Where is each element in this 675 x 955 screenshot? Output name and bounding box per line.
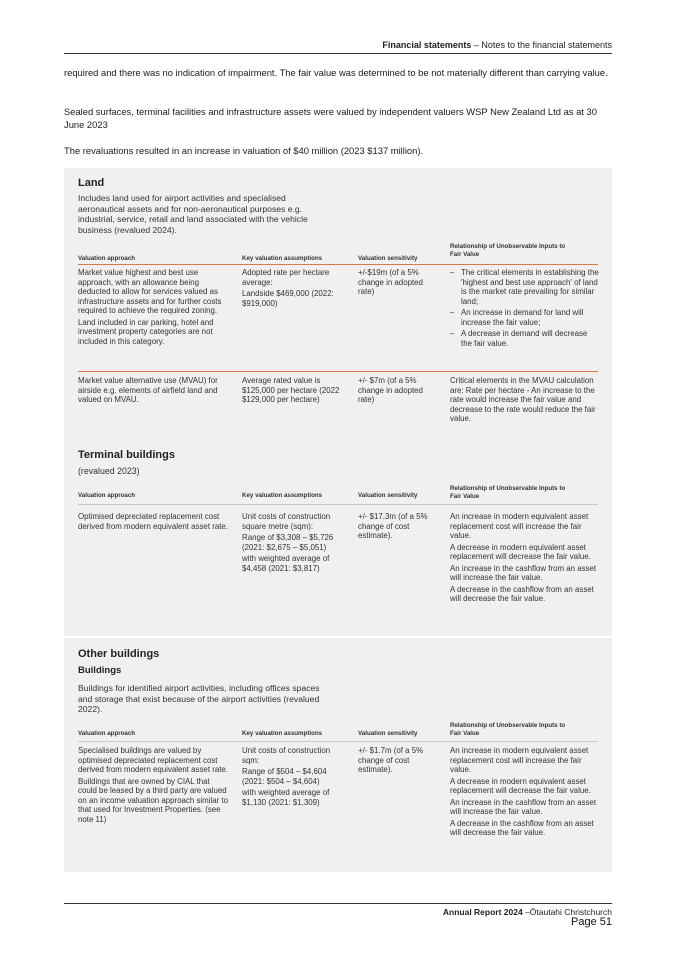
land-description: Includes land used for airport activities and specialised aeronautical assets and for non-aeronautical purposes e.g. industrial, service, retail and land associated with the vehicle business (revalued 2024). [78, 193, 308, 235]
terminal-relationship-item: An increase in the cashflow from an asset will increase the fair value. [450, 563, 597, 582]
page-header [64, 40, 612, 50]
col-header-sensitivity: Valuation sensitivity [358, 492, 418, 499]
header-section: Financial statements [382, 40, 472, 50]
terminal-row-relationship [450, 512, 600, 606]
other-row-sensitivity: +/- $1.7m (of a 5% change of cost estimate). [358, 746, 424, 774]
col-header-assumptions: Key valuation assumptions [242, 492, 323, 499]
terminal-relationship-item: A decrease in the cashflow from an asset will decrease the fair value. [450, 584, 594, 603]
land-row2-relationship: Critical elements in the MVAU calculation are: Rate per hectare - An increase to the rate would increase the fair value and decrease to the rate would reduce the fair value. [450, 376, 596, 423]
col-header-assumptions: Key valuation assumptions [242, 730, 323, 737]
col-header-approach: Valuation approach [78, 492, 136, 499]
other-approach-leased: Buildings that are owned by CIAL that could be leased by a third party are valued on an income valuation approach similar to that used for Investment Properties. (see note 11) [78, 776, 229, 824]
land-row2-sensitivity: +/- $7m (of a 5% change in adopted rate) [358, 376, 423, 404]
footer-location: –Ōtautahi Christchurch [522, 907, 612, 917]
terminal-row-assumptions [242, 512, 346, 575]
other-title: Other buildings [78, 648, 160, 660]
col-header-approach: Valuation approach [78, 730, 136, 737]
footer-report: Annual Report 2024 [442, 907, 523, 917]
col-header-relationship: Relationship of Unobservable Inputs to Fair Value [450, 243, 566, 258]
land-row1-approach [78, 268, 228, 348]
other-approach-specialised: Specialised buildings are valued by optimised depreciated replacement cost derived from modern equivalent asset rate. [78, 746, 228, 774]
intro-paragraph-2: Sealed surfaces, terminal facilities and infrastructure assets were valued by independent valuers WSP New Zealand Ltd as at 30 June 2023 [64, 106, 597, 130]
land-row1-approach-text: Market value highest and best use approach, with an allowance being deducted to allow for services valued as infrastructure assets and for further costs required to achieve the required zoning. [78, 268, 222, 315]
col-header-assumptions: Key valuation assumptions [242, 255, 323, 262]
land-row1-assumption-landside: Landside $469,000 (2022: $919,000) [242, 289, 334, 308]
row-rule [78, 371, 598, 372]
land-row1-assumptions [242, 268, 346, 310]
intro-paragraph-3: The revaluations resulted in an increase in valuation of $40 million (2023 $137 million). [64, 145, 424, 156]
other-description: Buildings for identified airport activities, including offices spaces and storage that exist because of the airport activities (revalued 2022). [78, 683, 320, 714]
col-header-approach: Valuation approach [78, 255, 136, 262]
land-row2-assumptions: Average rated value is $125,000 per hectare (2022 $129,000 per hectare) [242, 376, 340, 404]
terminal-relationship-item: An increase in modern equivalent asset replacement cost will increase the fair value. [450, 512, 589, 540]
other-assumption-range: Range of $504 – $4,604 (2021: $504 – $4,604) [242, 767, 327, 786]
col-header-sensitivity: Valuation sensitivity [358, 730, 418, 737]
other-row-relationship [450, 746, 600, 840]
intro-paragraph-1: required and there was no indication of impairment. The fair value was determined to be not materially different than carrying value. [64, 67, 608, 78]
land-title: Land [78, 177, 105, 189]
land-row1-relationship-item: – An increase in demand for land will increase the fair value; [450, 308, 600, 327]
header-rule [78, 741, 598, 742]
terminal-row-sensitivity: +/- $17.3m (of a 5% change of cost estimate). [358, 512, 428, 540]
header-rule [78, 504, 598, 505]
other-relationship-item: A decrease in modern equivalent asset replacement will decrease the fair value. [450, 776, 591, 795]
header-subsection: – Notes to the financial statements [471, 40, 612, 50]
land-row1-approach-note: Land included in car parking, hotel and investment property categories are not included in this category. [78, 317, 214, 346]
terminal-row-approach: Optimised depreciated replacement cost derived from modern equivalent asset rate. [78, 512, 228, 531]
other-assumption-average: with weighted average of $1,130 (2021: $1,309) [242, 788, 330, 807]
header-divider [64, 53, 612, 54]
terminal-subtitle: (revalued 2023) [78, 466, 140, 476]
col-header-relationship: Relationship of Unobservable Inputs to Fair Value [450, 485, 566, 500]
other-assumption-unit: Unit costs of construction sqm: [242, 746, 331, 765]
terminal-assumption-unit: Unit costs of construction square metre (sqm): [242, 512, 331, 531]
page-number: Page 51 [571, 916, 612, 928]
land-row1-sensitivity: +/-$19m (of a 5% change in adopted rate) [358, 268, 423, 296]
land-row2-approach: Market value alternative use (MVAU) for airside e.g. elements of airfield land and valued on MVAU. [78, 376, 218, 404]
header-rule [78, 264, 598, 265]
land-row1-relationship-item: – A decrease in demand will decrease the fair value. [450, 329, 600, 348]
valuation-panel-land-terminal [64, 168, 612, 636]
land-row1-assumption-rate: Adopted rate per hectare average: [242, 268, 330, 287]
other-relationship-item: An increase in the cashflow from an asset will increase the fair value. [450, 797, 597, 816]
terminal-title: Terminal buildings [78, 449, 175, 461]
terminal-assumption-average: with weighted average of $4,458 (2021: $3,817) [242, 554, 330, 573]
other-relationship-item: An increase in modern equivalent asset replacement cost will increase the fair value. [450, 746, 589, 774]
other-row-assumptions [242, 746, 346, 809]
col-header-sensitivity: Valuation sensitivity [358, 255, 418, 262]
terminal-relationship-item: A decrease in modern equivalent asset replacement will decrease the fair value. [450, 542, 591, 561]
valuation-panel-other-buildings [64, 638, 612, 872]
footer-divider [64, 903, 612, 904]
col-header-relationship: Relationship of Unobservable Inputs to Fair Value [450, 722, 566, 737]
other-subtitle: Buildings [78, 665, 122, 676]
terminal-assumption-range: Range of $3,308 – $5,726 (2021: $2,675 – $5,051) [242, 533, 334, 552]
land-row1-relationship-item: – The critical elements in establishing the 'highest and best use approach' of land is the market rate prevailing for similar land; [450, 268, 600, 306]
other-relationship-item: A decrease in the cashflow from an asset will decrease the fair value. [450, 818, 594, 837]
other-row-approach [78, 746, 228, 826]
land-row1-relationship [450, 268, 600, 350]
